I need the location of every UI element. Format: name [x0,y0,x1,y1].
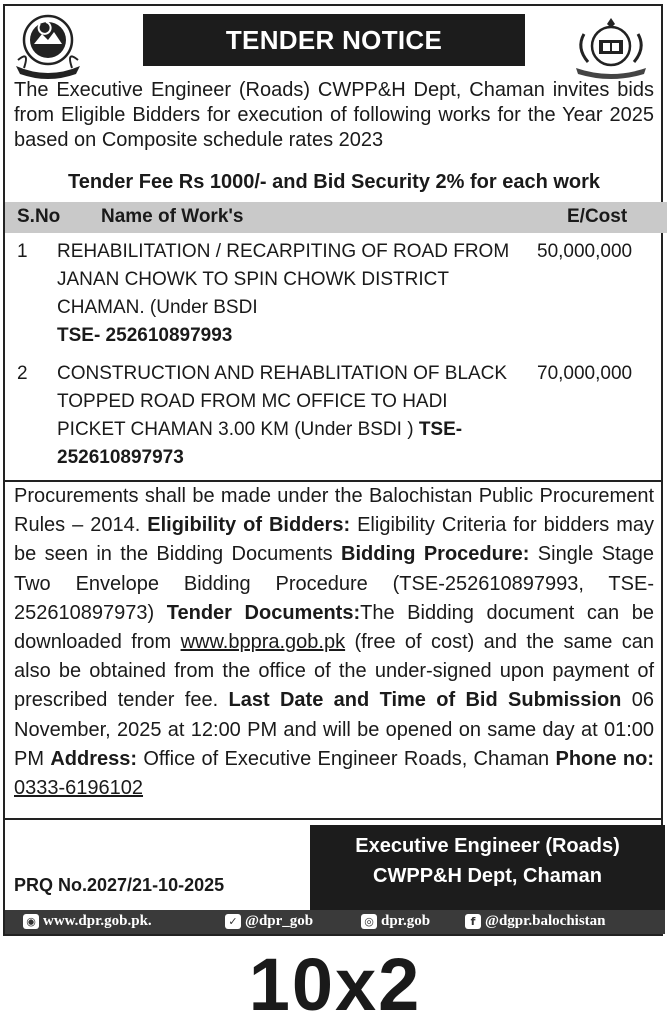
footer-twitter-text: @dpr_gob [245,913,314,929]
footer-instagram-text: dpr.gob [381,913,431,929]
bppra-website-link[interactable]: www.bppra.gob.pk [180,631,346,654]
phone-label: Phone no: [555,747,654,770]
tender-notice-title: TENDER NOTICE [143,14,525,66]
footer-website-text: www.dpr.gob.pk. [43,913,152,929]
eligibility-text: Eligibility Criteria for bidders may be seen in the Bidding Documents [14,514,654,566]
footer-twitter[interactable] [225,913,313,930]
work-name: REHABILITATION / RECARPITING OF ROAD FROM JANAN CHOWK TO SPIN CHOWK DISTRICT CHAMAN. (Under BSDI [57,241,510,318]
footer-instagram[interactable] [361,913,430,930]
ad-size-label: 10x2 [248,943,422,1026]
phone-number[interactable]: 0333-6196102 [14,777,144,800]
row-number: 2 [17,363,28,384]
dgpr-logo-icon [566,12,656,80]
works-table-header [5,202,667,233]
documents-label: Tender Documents: [166,601,361,624]
footer-bar [5,910,665,934]
sno-header: S.No [17,206,61,227]
signatory-department: CWPP&H Dept, Chaman [373,865,602,887]
estimated-cost: 50,000,000 [537,241,633,262]
instagram-icon: ◎ [361,914,377,929]
documents-text-2: (free of cost) and the same can also be obtained from the office of the under-signed upon payment of prescribed tender fee. [14,631,654,712]
footer-facebook-text: @dgpr.balochistan [485,913,606,929]
documents-text: The Bidding document can be downloaded from [14,601,654,654]
prq-number: PRQ No.2027/21-10-2025 [14,875,225,895]
footer-website[interactable] [23,913,152,930]
footer-facebook[interactable] [465,913,606,930]
procedure-label: Bidding Procedure: [341,543,530,566]
signature-block [310,825,665,913]
balochistan-emblem-icon [10,10,86,80]
signatory-title: Executive Engineer (Roads) [355,835,620,857]
procurement-details [14,482,654,803]
intro-paragraph: The Executive Engineer (Roads) CWPP&H Dept, Chaman invites bids from Eligible Bidders for execution of following works for the Year 2025 based on Composite schedule rates 2023 [14,79,654,151]
facebook-icon: f [465,914,481,929]
row-number: 1 [17,241,28,262]
deadline-label: Last Date and Time of Bid Submission [228,689,622,712]
address-label: Address: [50,747,138,770]
deadline-text: 06 November, 2025 at 12:00 PM and will be opened on same day at 01:00 PM [14,689,655,770]
work-name: CONSTRUCTION AND REHABLITATION OF BLACK TOPPED ROAD FROM MC OFFICE TO HADI PICKET CHAMAN 3.00 KM (Under BSDI ) [57,363,508,440]
twitter-icon: ✓ [225,914,241,929]
estimated-cost: 70,000,000 [537,363,633,384]
globe-icon: ◉ [23,914,39,929]
name-of-work-header: Name of Work's [101,206,244,227]
work-description [57,360,515,472]
tse-number: TSE- 252610897973 [57,419,463,468]
body-divider [5,818,663,820]
address-text: Office of Executive Engineer Roads, Chaman [143,747,550,770]
procurement-rules-text: Procurements shall be made under the Balochistan Public Procurement Rules – 2014. [14,485,654,537]
estimated-cost-header: E/Cost [567,206,628,227]
tender-fee-line: Tender Fee Rs 1000/- and Bid Security 2% for each work [67,171,601,193]
eligibility-label: Eligibility of Bidders: [147,514,351,537]
tse-number: TSE- 252610897993 [57,325,233,346]
work-description [57,238,515,350]
procedure-text: Single Stage Two Envelope Bidding Procedure (TSE-252610897993, TSE- 252610897973) [14,543,655,624]
